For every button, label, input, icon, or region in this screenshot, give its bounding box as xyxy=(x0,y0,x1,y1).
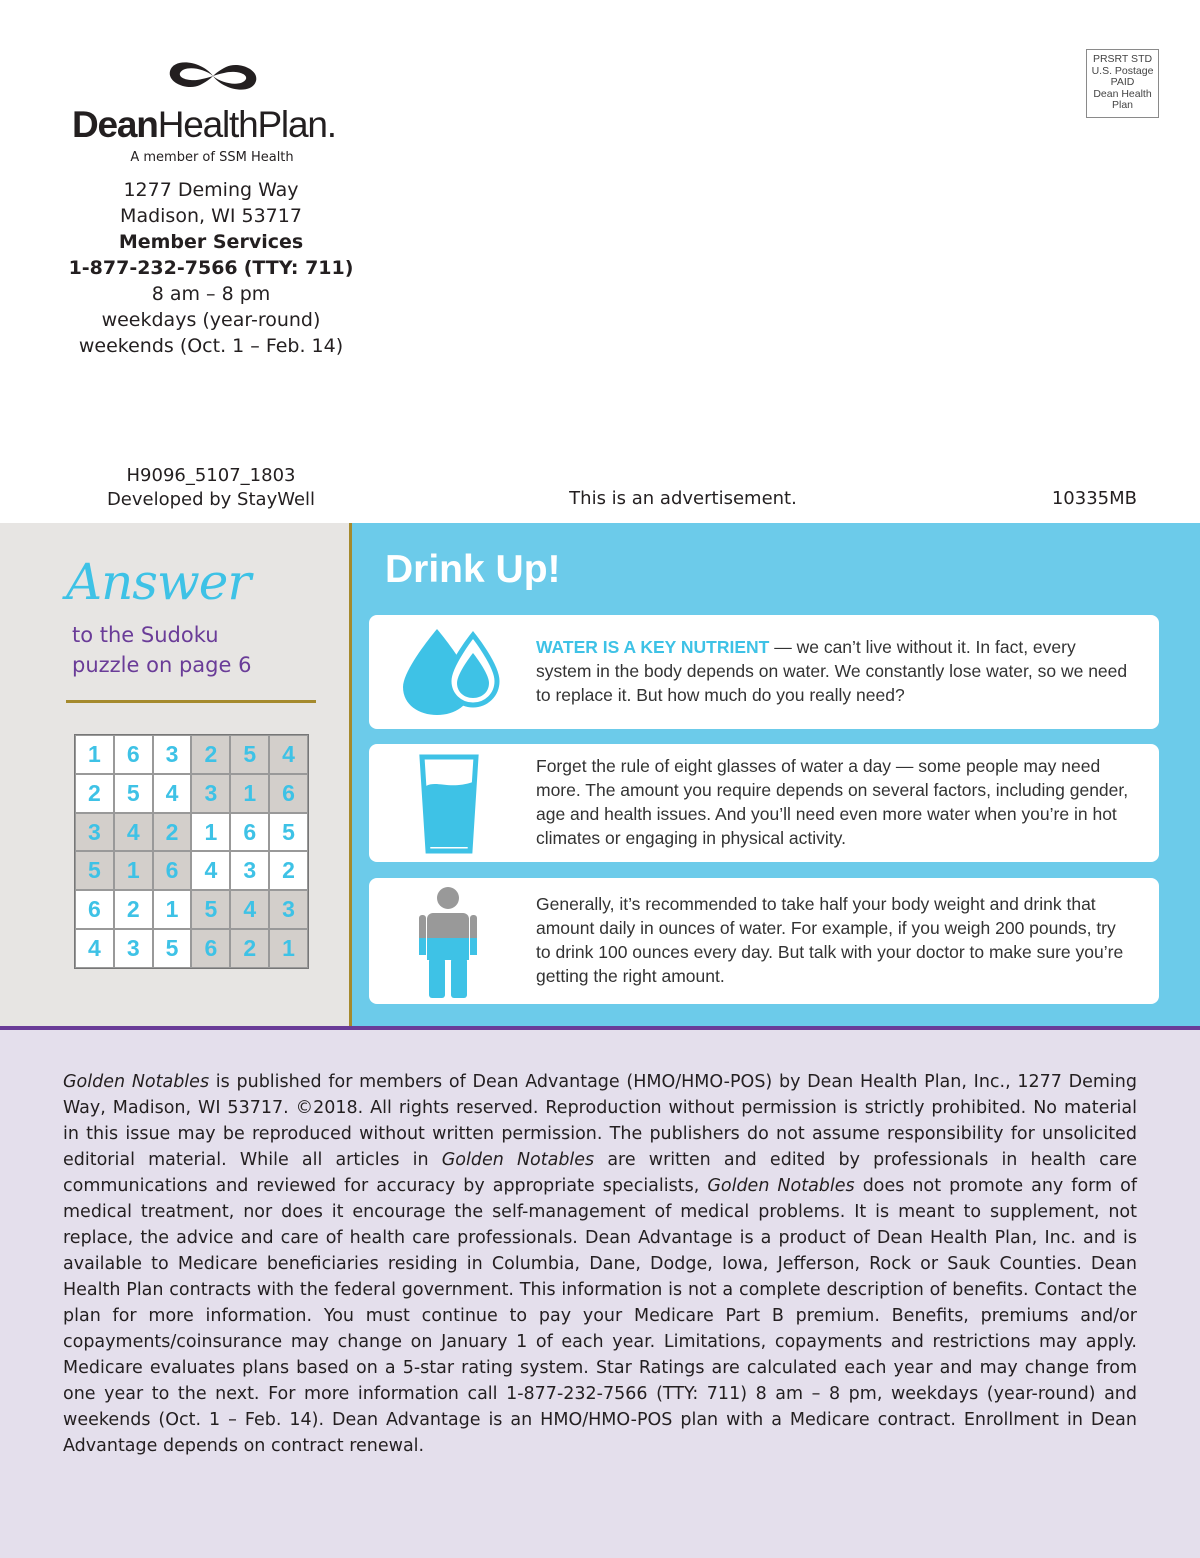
postage-line-5: Plan xyxy=(1111,99,1133,111)
sudoku-cell: 1 xyxy=(269,929,308,968)
info-card-body-weight xyxy=(369,878,1159,1004)
sudoku-cell: 1 xyxy=(75,735,114,774)
phone-line xyxy=(50,255,372,281)
info-card-nutrient xyxy=(369,615,1159,729)
tty-number: (TTY: 711) xyxy=(243,257,354,279)
postage-line-3: PAID xyxy=(1110,76,1135,88)
sudoku-cell: 4 xyxy=(75,929,114,968)
sudoku-cell: 1 xyxy=(230,774,269,813)
sudoku-cell: 5 xyxy=(153,929,192,968)
mailer-panel xyxy=(0,0,1200,523)
sudoku-cell: 2 xyxy=(153,813,192,852)
sudoku-cell: 4 xyxy=(269,735,308,774)
sudoku-cell: 2 xyxy=(75,774,114,813)
sudoku-cell: 2 xyxy=(230,929,269,968)
sudoku-cell: 3 xyxy=(153,735,192,774)
water-drops-icon xyxy=(397,625,507,717)
card-glasses-text: Forget the rule of eight glasses of water a day — some people may need more. The amount you require depends on several factors, including gender, age and health issues. And you’ll need even more water when you’re in hot climates or engaging in physical activity. xyxy=(536,756,1129,848)
sudoku-cell: 6 xyxy=(75,890,114,929)
address-line-1: 1277 Deming Way xyxy=(123,179,299,201)
legal-part-2: are written and edited by professionals in health care communications and reviewed for accuracy by appropriate specialists, xyxy=(63,1150,1137,1196)
sudoku-cell: 3 xyxy=(114,929,153,968)
water-glass-icon xyxy=(419,754,479,854)
sudoku-cell: 2 xyxy=(269,851,308,890)
mail-code: 10335MB xyxy=(1051,488,1137,509)
hours-line: 8 am – 8 pm xyxy=(151,283,271,305)
sudoku-cell: 6 xyxy=(269,774,308,813)
address-line-2: Madison, WI 53717 xyxy=(120,205,302,227)
person-water-level-icon xyxy=(419,886,477,998)
sudoku-cell: 5 xyxy=(75,851,114,890)
legal-part-1: is published for members of Dean Advantage (HMO/HMO-POS) by Dean Health Plan, Inc., 1277 Deming Way, Madison, WI 53717. ©2018. All rights reserved. Reproduction without permission is strictly prohibited. No material in this issue may be reproduced without written permission. The publishers do not assume responsibility for unsolicited editorial material. While all articles in xyxy=(63,1072,1137,1170)
sudoku-cell: 3 xyxy=(191,774,230,813)
sudoku-cell: 6 xyxy=(153,851,192,890)
publication-title: Golden Notables xyxy=(63,1072,210,1092)
dean-infinity-logo-icon xyxy=(166,55,260,97)
sudoku-cell: 6 xyxy=(230,813,269,852)
phone-number: 1-877-232-7566 xyxy=(68,257,238,279)
publication-title-3: Golden Notables xyxy=(707,1176,855,1196)
sudoku-cell: 4 xyxy=(230,890,269,929)
card-nutrient-highlight: WATER IS A KEY NUTRIENT xyxy=(536,637,770,657)
member-of-text: A member of SSM Health xyxy=(130,150,294,165)
sudoku-cell: 5 xyxy=(191,890,230,929)
developed-by: Developed by StayWell xyxy=(106,489,316,510)
answer-subtitle xyxy=(72,620,332,680)
legal-part-3: does not promote any form of medical treatment, nor does it encourage the self-management of medical problems. It is meant to supplement, not replace, the advice and care of health care professionals. Dean Advantage is a product of Dean Health Plan, Inc. and is available to Medicare beneficiaries residing in Columbia, Dane, Dodge, Iowa, Jefferson, Rock or Sauk Counties. Dean Health Plan contracts with the federal government. This information is not a complete description of benefits. Contact the plan for more information. You must continue to pay your Medicare Part B premium. Benefits, premiums and/or copayments/coinsurance may change on January 1 of each year. Limitations, copayments and restrictions may apply. Medicare evaluates plans based on a 5-star rating system. Star Ratings are calculated each year and may change from one year to the next. For more information call 1-877-232-7566 (TTY: 711) 8 am – 8 pm, weekdays (year-round) and weekends (Oct. 1 – Feb. 14). Dean Advantage is an HMO/HMO-POS plan with a Medicare contract. Enrollment in Dean Advantage depends on contract renewal. xyxy=(63,1176,1137,1456)
publication-title-2: Golden Notables xyxy=(441,1150,595,1170)
gold-rule xyxy=(66,700,316,703)
brand-bold: Dean xyxy=(72,104,158,145)
sudoku-cell: 4 xyxy=(153,774,192,813)
sudoku-cell: 4 xyxy=(191,851,230,890)
advertisement-notice: This is an advertisement. xyxy=(569,488,797,509)
sudoku-cell: 5 xyxy=(230,735,269,774)
sudoku-cell: 2 xyxy=(191,735,230,774)
postage-line-4: Dean Health xyxy=(1093,87,1152,100)
drink-up-title: Drink Up! xyxy=(385,548,561,591)
legal-disclaimer xyxy=(63,1069,1137,1459)
postage-line-2: U.S. Postage xyxy=(1091,64,1154,77)
sudoku-cell: 6 xyxy=(114,735,153,774)
member-services-label: Member Services xyxy=(118,231,304,253)
answer-title: Answer xyxy=(66,553,251,611)
card-nutrient-text xyxy=(536,635,1129,707)
sudoku-cell: 3 xyxy=(75,813,114,852)
return-address xyxy=(50,177,372,359)
sudoku-cell: 4 xyxy=(114,813,153,852)
document-code-block xyxy=(66,464,356,512)
weekdays-line: weekdays (year-round) xyxy=(101,309,321,331)
sudoku-cell: 3 xyxy=(230,851,269,890)
sudoku-cell: 1 xyxy=(114,851,153,890)
weekends-line: weekends (Oct. 1 – Feb. 14) xyxy=(78,335,344,357)
sudoku-cell: 5 xyxy=(114,774,153,813)
sudoku-grid xyxy=(74,734,309,969)
answer-subtitle-line-2: puzzle on page 6 xyxy=(72,653,252,677)
sudoku-cell: 5 xyxy=(269,813,308,852)
card-nutrient-body: — we can’t live without it. In fact, every system in the body depends on water. We constantly lose water, so we need to replace it. But how much do you really need? xyxy=(536,637,1128,705)
sudoku-cell: 3 xyxy=(269,890,308,929)
postage-indicia xyxy=(1086,49,1159,118)
sudoku-cell: 1 xyxy=(153,890,192,929)
brand-regular: HealthPlan xyxy=(157,104,327,145)
sudoku-cell: 1 xyxy=(191,813,230,852)
sudoku-cell: 6 xyxy=(191,929,230,968)
info-card-glasses xyxy=(369,744,1159,862)
card-body-weight-text: Generally, it’s recommended to take half your body weight and drink that amount daily in ounces of water. For example, if you weigh 200 pounds, try to drink 100 ounces every day. But talk with your doctor to make sure you’re getting the right amount. xyxy=(536,894,1124,986)
brand-wordmark xyxy=(72,104,336,146)
postage-line-1: PRSRT STD xyxy=(1092,53,1153,65)
answer-subtitle-line-1: to the Sudoku xyxy=(72,623,219,647)
document-code: H9096_5107_1803 xyxy=(126,465,296,486)
brand-mark: . xyxy=(326,104,336,145)
sudoku-cell: 2 xyxy=(114,890,153,929)
